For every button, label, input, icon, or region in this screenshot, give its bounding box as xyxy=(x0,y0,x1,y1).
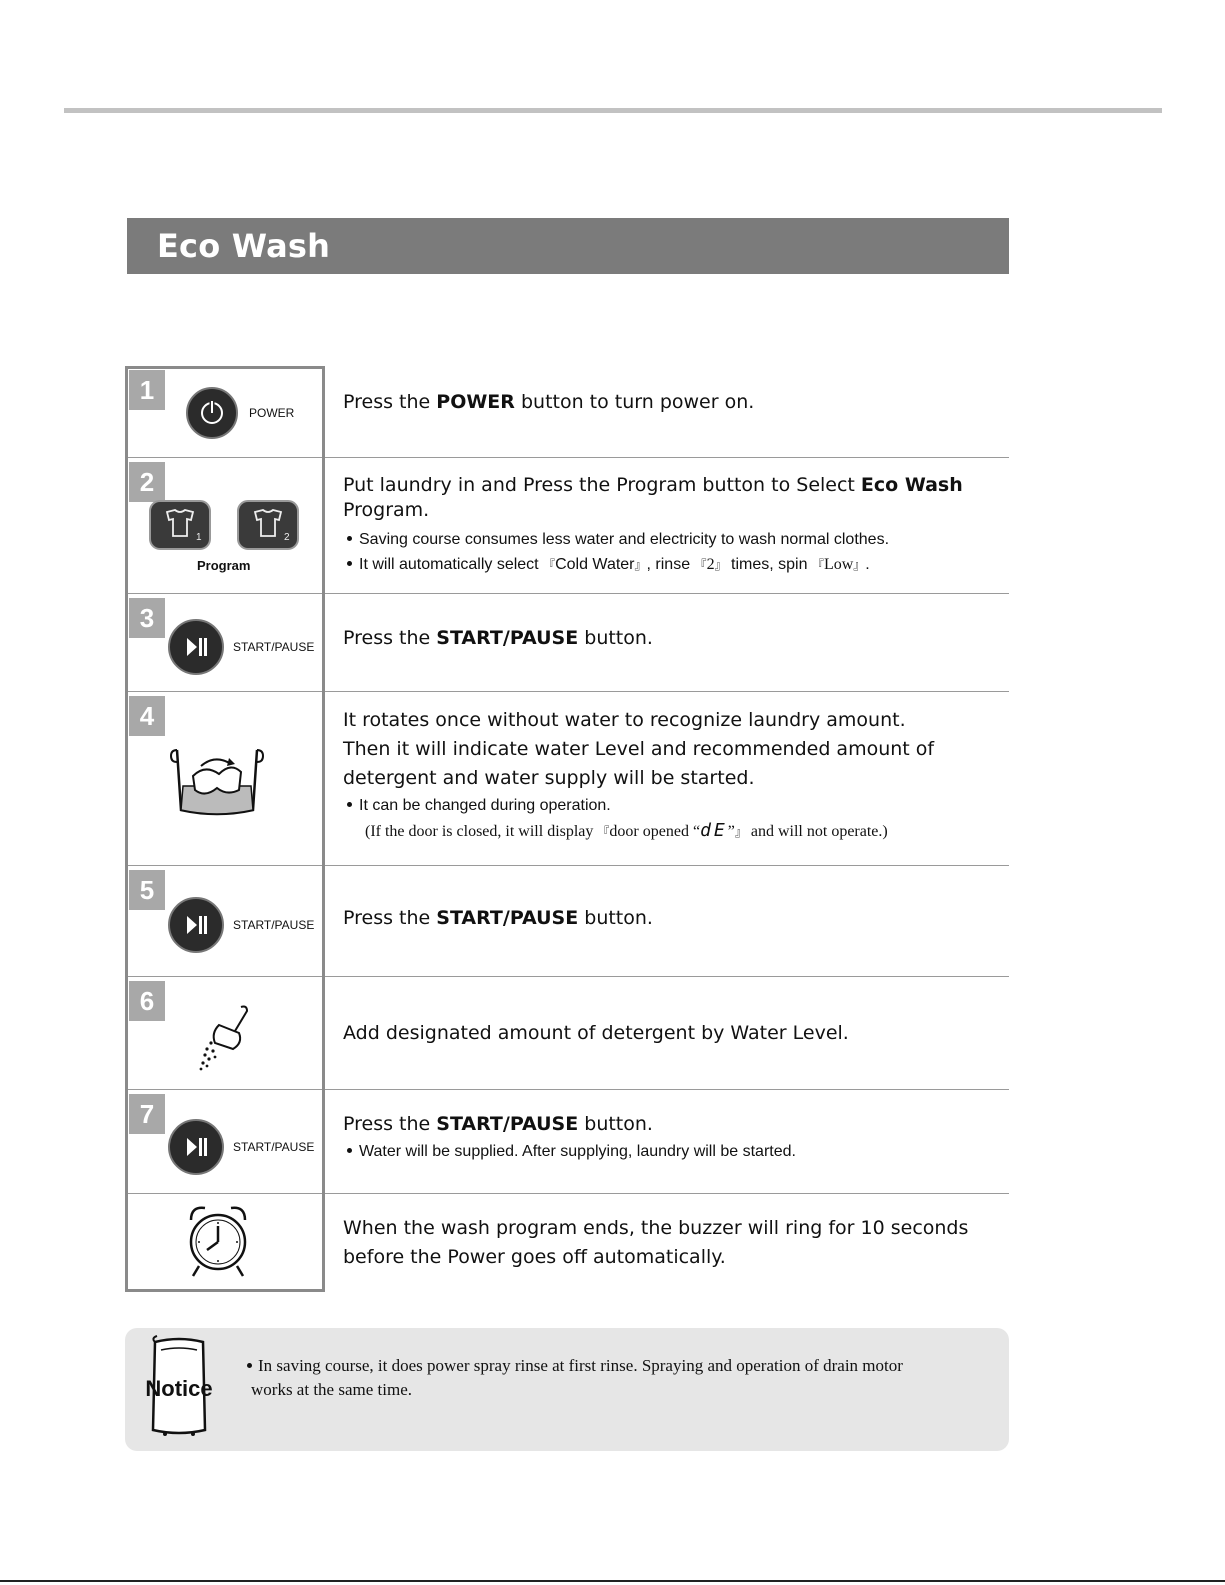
door-error-code: dE xyxy=(700,820,728,841)
step-2 xyxy=(125,458,1009,594)
bracket: 『 xyxy=(694,558,707,572)
text-part: , rinse xyxy=(646,556,695,573)
start-pause-button-label: START/PAUSE xyxy=(233,640,315,654)
start-pause-button-label: START/PAUSE xyxy=(233,918,315,932)
text-part: button to turn power on. xyxy=(514,391,755,413)
step-icon-cell xyxy=(125,458,325,594)
step-icon-cell xyxy=(125,977,325,1090)
step-number: 1 xyxy=(129,370,165,410)
text-bold: START/PAUSE xyxy=(436,627,579,649)
start-pause-button-label: START/PAUSE xyxy=(233,1140,315,1154)
bullet-item xyxy=(347,527,999,552)
text-part: ” xyxy=(727,823,735,840)
step-number: 4 xyxy=(129,696,165,736)
program-button-label: Program xyxy=(197,558,251,573)
step-number: 7 xyxy=(129,1094,165,1134)
bullet-item xyxy=(347,793,999,818)
notice-line-text: In saving course, it does power spray rinse at first rinse. Spraying and operation of drain motor xyxy=(258,1356,903,1375)
program-2-button-icon xyxy=(237,500,299,550)
text-part: Put laundry in and Press the Program button to Select xyxy=(343,474,861,496)
door-note xyxy=(365,818,999,845)
text-bold: START/PAUSE xyxy=(436,907,579,929)
text-part: (If the door is closed, it will display xyxy=(365,823,598,840)
text-part: button. xyxy=(578,907,653,929)
step-text xyxy=(343,1214,999,1272)
text-bold: Eco Wash xyxy=(860,474,963,496)
step-text xyxy=(343,1110,999,1164)
step-main-text xyxy=(343,473,999,523)
bottom-rule xyxy=(0,1580,1225,1582)
bullet-text: Saving course consumes less water and electricity to wash normal clothes. xyxy=(359,531,890,548)
bracket: 『 xyxy=(543,558,556,572)
step-text xyxy=(343,904,999,933)
bracket: 『 xyxy=(811,558,824,572)
start-pause-button-icon xyxy=(167,896,225,954)
notice-text xyxy=(247,1354,967,1402)
step-1 xyxy=(125,366,1009,458)
bullet-item xyxy=(347,1139,999,1164)
text-part: button. xyxy=(578,627,653,649)
bullet-dot xyxy=(347,802,352,807)
bracket: 『 xyxy=(597,825,610,839)
step-icon-cell xyxy=(125,866,325,977)
text-part: times, spin xyxy=(726,556,812,573)
step-line: before the Power goes off automatically. xyxy=(343,1246,726,1268)
bracket: 』 xyxy=(714,558,727,572)
step-number: 6 xyxy=(129,981,165,1021)
notice-line: works at the same time. xyxy=(251,1380,412,1399)
bullet-text: Water will be supplied. After supplying, laundry will be started. xyxy=(359,1143,796,1160)
step-icon-cell xyxy=(125,692,325,866)
power-button-icon xyxy=(185,386,239,440)
bracket: 』 xyxy=(634,558,647,572)
text-bold: POWER xyxy=(436,391,515,413)
notice-box xyxy=(125,1328,1009,1451)
step-7 xyxy=(125,1090,1009,1194)
bracket: 』 xyxy=(734,825,747,839)
notice-icon xyxy=(143,1334,215,1438)
text-part: Cold Water xyxy=(555,556,635,573)
start-pause-button-icon xyxy=(167,1118,225,1176)
text-part: Program. xyxy=(343,499,430,521)
bullet-text: It can be changed during operation. xyxy=(359,797,611,814)
text-part: Low xyxy=(823,556,854,573)
step-icon-cell xyxy=(125,366,325,458)
text-part: button. xyxy=(578,1113,653,1135)
program-2-mark: 2 xyxy=(284,532,290,543)
step-line: Then it will indicate water Level and recommended amount of xyxy=(343,738,935,760)
power-button-label: POWER xyxy=(249,406,295,420)
step-text xyxy=(343,624,999,653)
step-line: It rotates once without water to recognize laundry amount. xyxy=(343,709,906,731)
bracket: 』 xyxy=(853,558,866,572)
bullet-dot xyxy=(347,536,352,541)
text-part: door opened “ xyxy=(609,823,701,840)
text-part: Press the xyxy=(343,907,437,929)
step-main-text xyxy=(343,1110,999,1139)
step-icon-cell xyxy=(125,1194,325,1292)
step-6 xyxy=(125,977,1009,1090)
section-title-text: Eco Wash xyxy=(157,227,331,265)
bullet-dot xyxy=(247,1363,252,1368)
detergent-scoop-icon xyxy=(195,1003,255,1073)
text-part: Press the xyxy=(343,391,437,413)
step-3 xyxy=(125,594,1009,692)
text-part: . xyxy=(865,556,870,573)
text-part: Press the xyxy=(343,627,437,649)
step-number: 5 xyxy=(129,870,165,910)
text-part: Press the xyxy=(343,1113,437,1135)
bullet-dot xyxy=(347,1148,352,1153)
step-text: Add designated amount of detergent by Water Level. xyxy=(343,1022,849,1044)
step-icon-cell xyxy=(125,1090,325,1194)
step-text xyxy=(343,706,999,845)
step-text xyxy=(343,388,999,417)
step-end xyxy=(125,1194,1009,1292)
step-5 xyxy=(125,866,1009,977)
program-1-button-icon xyxy=(149,500,211,550)
top-rule xyxy=(64,108,1162,113)
step-number: 3 xyxy=(129,598,165,638)
text-bold: START/PAUSE xyxy=(436,1113,579,1135)
section-title xyxy=(127,218,1009,274)
step-line: detergent and water supply will be started. xyxy=(343,767,755,789)
step-line: When the wash program ends, the buzzer will ring for 10 seconds xyxy=(343,1217,969,1239)
notice-line xyxy=(247,1354,967,1378)
text-part: It will automatically select xyxy=(359,556,544,573)
washtub-icon xyxy=(169,746,265,820)
text-part: and will not operate.) xyxy=(746,823,888,840)
notice-label: Notice xyxy=(145,1376,213,1401)
step-text xyxy=(343,473,999,578)
text-part: 2 xyxy=(706,556,715,573)
step-number: 2 xyxy=(129,462,165,502)
bullet-dot xyxy=(347,561,352,566)
step-icon-cell xyxy=(125,594,325,692)
bullet-item xyxy=(347,552,999,578)
start-pause-button-icon xyxy=(167,618,225,676)
program-1-mark: 1 xyxy=(196,532,202,543)
step-4 xyxy=(125,692,1009,866)
alarm-clock-icon xyxy=(185,1202,251,1280)
